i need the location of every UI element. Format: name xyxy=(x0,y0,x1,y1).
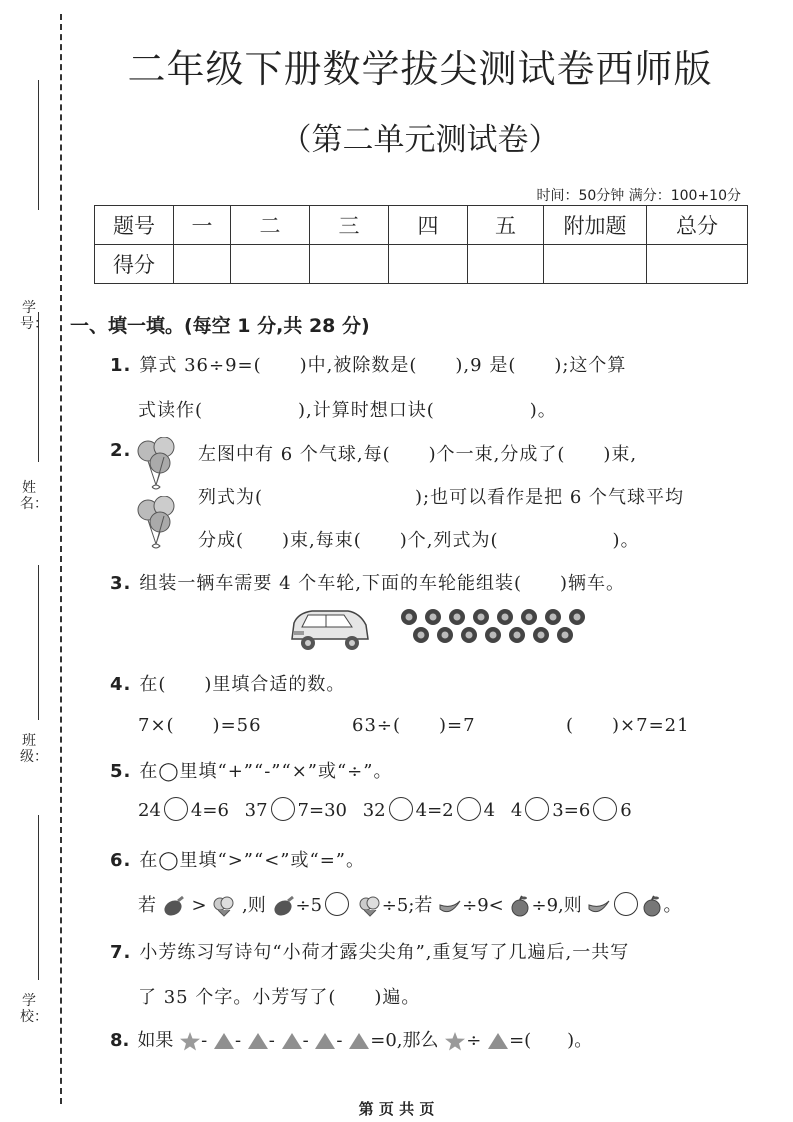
q5-num: 4=2 xyxy=(415,800,454,821)
score-cell[interactable] xyxy=(231,245,310,284)
binding-dashed-line xyxy=(60,14,62,1104)
q8-text: - xyxy=(201,1030,208,1051)
class-blank[interactable] xyxy=(38,565,39,720)
question-1-text: 算式 36÷9=( )中,被除数是( ),9 是( );这个算 xyxy=(139,355,627,376)
star-icon xyxy=(179,1031,201,1051)
wheel-icon xyxy=(521,609,537,625)
wheel-icon xyxy=(485,627,501,643)
student-id-blank[interactable] xyxy=(38,80,39,210)
score-cell[interactable] xyxy=(174,245,231,284)
question-7-line-2: 了 35 个字。小芳写了( )遍。 xyxy=(138,987,421,1008)
score-col-4: 四 xyxy=(389,206,468,245)
score-cell[interactable] xyxy=(544,245,647,284)
wheel-icon xyxy=(557,627,573,643)
score-col-2: 二 xyxy=(231,206,310,245)
question-1-number: 1. xyxy=(110,355,132,376)
answer-circle[interactable] xyxy=(614,892,638,916)
score-col-total: 总分 xyxy=(647,206,748,245)
eggplant-icon xyxy=(272,895,296,917)
score-table-row-header: 题号 xyxy=(95,206,174,245)
question-4-expr-3: ( )×7=21 xyxy=(566,715,690,736)
question-6-number: 6. xyxy=(110,850,132,871)
q8-text: =0,那么 xyxy=(370,1030,439,1051)
exam-meta: 时间：50分钟 满分：100+10分 xyxy=(536,188,741,204)
question-6-text: 在◯里填“>”“<”或“=”。 xyxy=(139,850,365,871)
q8-text: - xyxy=(234,1030,242,1051)
triangle-icon xyxy=(348,1032,370,1050)
eggplant-icon xyxy=(162,895,186,917)
page-title: 二年级下册数学拔尖测试卷西师版 xyxy=(127,47,713,91)
question-2-line-2: 列式为( );也可以看作是把 6 个气球平均 xyxy=(198,487,685,508)
q5-num: 24 xyxy=(138,800,161,821)
score-col-5: 五 xyxy=(468,206,544,245)
score-cell[interactable] xyxy=(468,245,544,284)
name-field[interactable] xyxy=(16,312,46,522)
score-cell[interactable] xyxy=(310,245,389,284)
q5-num: 3=6 xyxy=(552,800,591,821)
q5-num: 4=6 xyxy=(190,800,229,821)
q5-num: 37 xyxy=(244,800,268,821)
wheel-icon xyxy=(497,609,513,625)
school-field[interactable] xyxy=(16,815,46,1045)
wheels-group xyxy=(398,606,588,648)
q6-text: 。 xyxy=(663,895,682,916)
wheel-icon xyxy=(473,609,489,625)
q5-num: 32 xyxy=(362,800,386,821)
answer-circle[interactable] xyxy=(389,797,413,821)
wheel-icon xyxy=(509,627,525,643)
answer-circle[interactable] xyxy=(593,797,617,821)
question-3-number: 3. xyxy=(110,573,132,594)
score-table-score-row xyxy=(95,245,748,284)
question-7-text: 小芳练习写诗句“小荷才露尖尖角”,重复写了几遍后,一共写 xyxy=(139,942,630,963)
question-7-number: 7. xyxy=(110,942,132,963)
cauliflower-icon xyxy=(358,895,382,917)
wheel-icon xyxy=(413,627,429,643)
q5-num: 4 xyxy=(510,800,523,821)
score-table xyxy=(94,205,748,284)
question-8-number: 8. xyxy=(110,1030,130,1051)
school-blank[interactable] xyxy=(38,815,39,980)
banana-icon xyxy=(438,895,462,917)
q5-num: 4 xyxy=(483,800,496,821)
score-table-header-row xyxy=(95,206,748,245)
question-2-line-3: 分成( )束,每束( )个,列式为( )。 xyxy=(198,530,640,551)
answer-circle[interactable] xyxy=(164,797,188,821)
question-1-line-1 xyxy=(110,351,626,377)
question-4-expr-2: 63÷( )=7 xyxy=(352,715,476,736)
q6-text: ÷5;若 xyxy=(381,895,433,916)
wheel-icon xyxy=(449,609,465,625)
section-1-heading: 一、填一填。(每空 1 分,共 28 分) xyxy=(70,315,370,337)
wheel-icon xyxy=(401,609,417,625)
question-4-text: 在( )里填合适的数。 xyxy=(139,674,346,695)
q8-text: - xyxy=(268,1030,275,1051)
apple-icon xyxy=(509,895,531,917)
class-field[interactable] xyxy=(16,565,46,785)
q8-text: =( )。 xyxy=(509,1030,593,1051)
answer-circle[interactable] xyxy=(325,892,349,916)
question-2-number: 2. xyxy=(110,440,132,461)
car-icon xyxy=(286,605,372,653)
star-icon xyxy=(444,1031,466,1051)
triangle-icon xyxy=(281,1032,303,1050)
school-label: 学校： xyxy=(20,993,48,1025)
wheel-icon xyxy=(533,627,549,643)
triangle-icon xyxy=(487,1032,509,1050)
answer-circle[interactable] xyxy=(525,797,549,821)
q5-num: 6 xyxy=(620,800,632,821)
q8-text: 如果 xyxy=(137,1030,174,1051)
wheel-icon xyxy=(437,627,453,643)
triangle-icon xyxy=(314,1032,336,1050)
q5-num: 7=30 xyxy=(297,800,347,821)
question-6-line-1 xyxy=(110,846,365,872)
answer-circle[interactable] xyxy=(457,797,481,821)
question-3-line-1 xyxy=(110,569,625,595)
cauliflower-icon xyxy=(212,895,236,917)
wheel-icon xyxy=(425,609,441,625)
question-6-comparison xyxy=(138,891,681,918)
triangle-icon xyxy=(247,1032,269,1050)
wheel-icon xyxy=(569,609,585,625)
score-col-3: 三 xyxy=(310,206,389,245)
question-4-expr-1: 7×( )=56 xyxy=(138,715,262,736)
student-id-field[interactable] xyxy=(16,80,48,332)
question-5-line-1 xyxy=(110,757,392,783)
q6-text: ÷5 xyxy=(295,895,323,916)
q6-text: > xyxy=(191,895,207,916)
question-3-text: 组装一辆车需要 4 个车轮,下面的车轮能组装( )辆车。 xyxy=(139,573,626,594)
q8-text: - xyxy=(336,1030,343,1051)
name-label: 姓名： xyxy=(20,480,48,512)
q6-text: ,则 xyxy=(242,895,266,916)
class-label: 班级： xyxy=(20,733,48,765)
q6-text: ÷9,则 xyxy=(531,895,582,916)
answer-circle[interactable] xyxy=(271,797,295,821)
score-cell[interactable] xyxy=(647,245,748,284)
score-col-bonus: 附加题 xyxy=(544,206,647,245)
q8-text: ÷ xyxy=(466,1030,482,1051)
q6-text: ÷9< xyxy=(462,895,504,916)
q8-text: - xyxy=(302,1030,309,1051)
name-blank[interactable] xyxy=(38,312,39,462)
question-4-number: 4. xyxy=(110,674,132,695)
question-5-expressions xyxy=(138,799,632,823)
score-col-1: 一 xyxy=(174,206,231,245)
wheel-icon xyxy=(545,609,561,625)
student-id-label: 学号： xyxy=(20,300,48,332)
question-2-line-1: 左图中有 6 个气球,每( )个一束,分成了( )束, xyxy=(198,444,638,465)
balloon-bunch-icon xyxy=(134,496,180,556)
question-4-line-1 xyxy=(110,670,345,696)
score-row-label: 得分 xyxy=(95,245,174,284)
banana-icon xyxy=(587,895,611,917)
balloon-bunch-icon xyxy=(134,437,180,497)
page-footer: 第 页 共 页 xyxy=(358,1100,435,1118)
page-subtitle: （第二单元测试卷） xyxy=(280,122,560,158)
triangle-icon xyxy=(213,1032,235,1050)
question-5-text: 在◯里填“+”“-”“×”或“÷”。 xyxy=(139,761,393,782)
question-5-number: 5. xyxy=(110,761,132,782)
question-1-line-2: 式读作( ),计算时想口诀( )。 xyxy=(138,400,557,421)
question-7-line-1 xyxy=(110,938,629,964)
apple-icon xyxy=(641,895,663,917)
score-cell[interactable] xyxy=(389,245,468,284)
q6-text: 若 xyxy=(138,895,156,916)
wheel-icon xyxy=(461,627,477,643)
question-8-line-1 xyxy=(110,1026,592,1052)
